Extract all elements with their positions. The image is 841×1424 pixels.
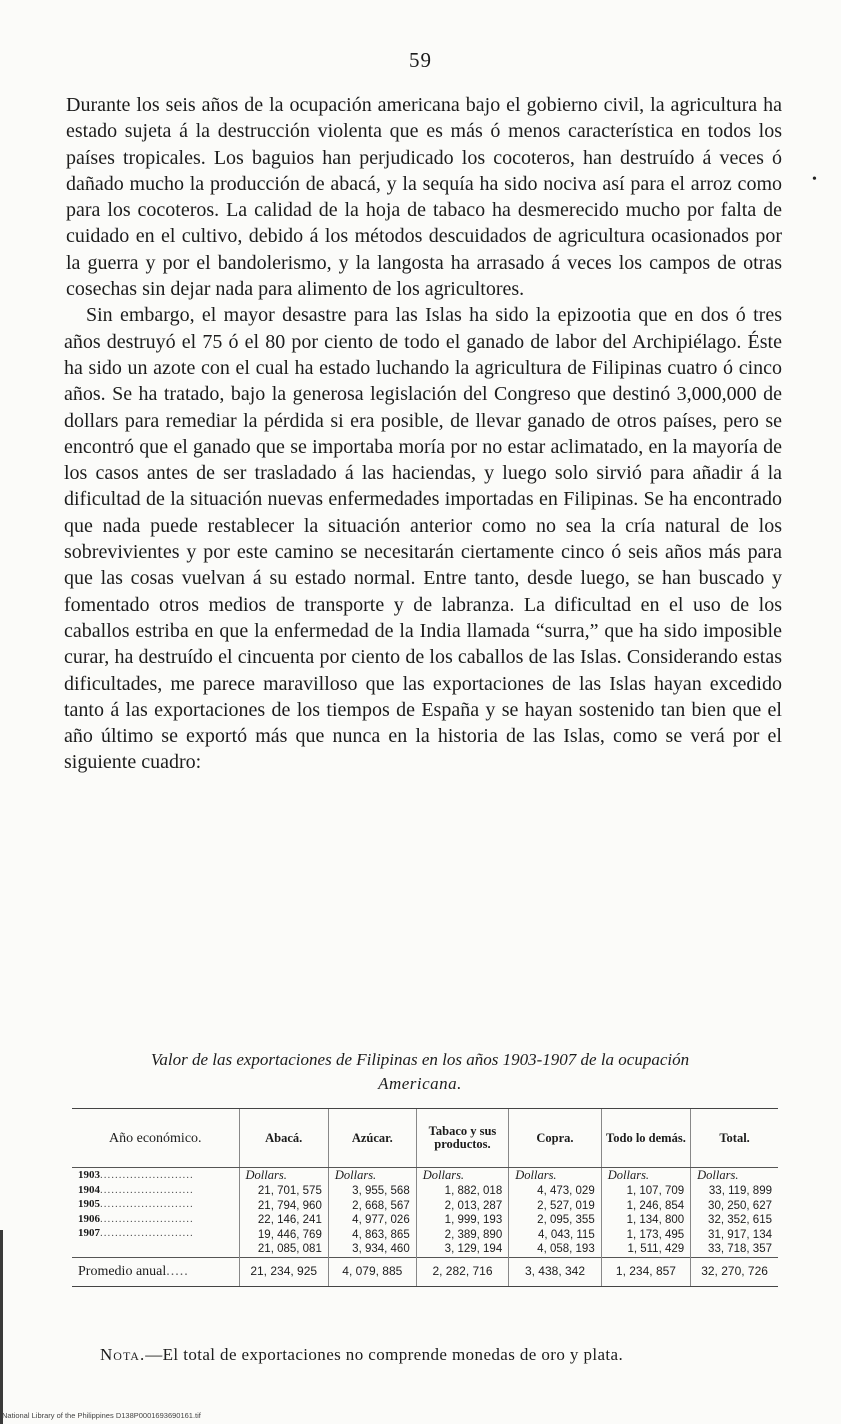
table-cell: 4, 058, 193 bbox=[537, 1243, 595, 1256]
caption-line-1: Valor de las exportaciones de Filipinas en los años 1903-1907 de la ocupación bbox=[150, 1050, 690, 1069]
average-todo-lo-demas: 1, 234, 857 bbox=[601, 1257, 690, 1286]
table-cell: 1, 134, 800 bbox=[626, 1214, 685, 1227]
page-number: 59 bbox=[409, 48, 432, 72]
header-azucar: Azúcar. bbox=[328, 1109, 416, 1168]
col-abaca bbox=[239, 1168, 328, 1258]
paragraph-2: Sin embargo, el mayor desastre para las Islas ha sido la epizootia que en dos ó tres años destruyó el 75 ó el 80 por ciento de todo el ganado de labor del Archipiélago. Éste ha sido un azote con el cual ha estado luchando la agricultura de Filipinas cuatro ó cinco años. Se ha tratado, bajo la generosa legislación del Congreso que destinó 3,000,000 de dollars para remediar la pérdida si era posible, de llevar ganado de otros países, pero se encontró que el ganado que se importaba moría por no estar aclimatado, en la mayoría de los casos antes de ser trasladado á las haciendas, y luego solo sirvió para añadir á la dificultad de la situación nuevas enfermedades importadas en Filipinas. Se ha encontrado que nada puede restablecer la situación anterior como no sea la cría natural de los sobrevivientes y por este camino se necesitarán ciertamente cinco ó seis años más para que las cosas vuelvan á su estado normal. Entre tanto, desde luego, se han buscado y fomentado otros medios de transporte y de labranza. La dificultad en el uso de los caballos estriba en que la enfermedad de la India llamada “surra,” que ha sido imposible curar, ha destruído el cincuenta por ciento de los caballos de las Islas. Considerando estas dificultades, me parece maravilloso que las exportaciones de las Islas hayan excedido tanto á las exportaciones de los tiempos de España y se hayan sostenido tan bien que el año último se exportó más que nunca en la historia de las Islas, como se verá por el siguiente cuadro: bbox=[64, 304, 782, 774]
table-cell: 4, 043, 115 bbox=[538, 1228, 595, 1241]
col-total bbox=[691, 1168, 778, 1258]
unit-label: Dollars. bbox=[334, 1168, 377, 1182]
col-copra bbox=[509, 1168, 602, 1258]
table-cell: 1, 511, 429 bbox=[627, 1243, 685, 1256]
unit-label: Dollars. bbox=[422, 1168, 465, 1182]
table-cell: 32, 352, 615 bbox=[708, 1214, 772, 1227]
average-label-cell bbox=[72, 1257, 239, 1286]
table-cell: 1, 246, 854 bbox=[626, 1199, 685, 1212]
table-cell: 1, 173, 495 bbox=[626, 1228, 685, 1241]
caption-line-2: Americana. bbox=[378, 1074, 462, 1093]
unit-label: Dollars. bbox=[607, 1168, 650, 1182]
year-label: 1906......................... bbox=[78, 1212, 194, 1225]
footnote-label: Nota. bbox=[100, 1345, 146, 1364]
table-cell: 22, 146, 241 bbox=[257, 1214, 322, 1227]
table-cell: 31, 917, 134 bbox=[708, 1228, 772, 1241]
average-abaca: 21, 234, 925 bbox=[239, 1257, 328, 1286]
table-cell: 2, 527, 019 bbox=[537, 1199, 595, 1212]
year-leader: ......................... bbox=[100, 1169, 194, 1181]
col-azucar bbox=[328, 1168, 416, 1258]
average-copra: 3, 438, 342 bbox=[509, 1257, 602, 1286]
year-label: 1907......................... bbox=[78, 1227, 194, 1240]
year-label: 1905......................... bbox=[78, 1198, 194, 1211]
table-cell: 30, 250, 627 bbox=[708, 1199, 772, 1212]
year-label: 1903......................... bbox=[78, 1169, 194, 1181]
header-total: Total. bbox=[691, 1109, 778, 1168]
footnote bbox=[100, 1345, 760, 1365]
paragraph-1: Durante los seis años de la ocupación americana bajo el gobierno civil, la agricultura ha estado sujeta á la destrucción violenta que es más ó menos característica en todos los países tropicales. Los baguios han perjudicado los cocoteros, han destruído á veces ó dañado mucho la producción de abacá, y la sequía ha sido nociva así para el arroz como para los cocoteros. La calidad de la hoja de tabaco ha desmerecido mucho por falta de cuidado en el cultivo, debido á los métodos descuidados de agricultura ocasionados por la guerra y por el bandolerismo, y la langosta ha arrasado á veces los campos de otras cosechas sin dejar nada para alimento de los agricultores. bbox=[66, 94, 782, 301]
table-data-row bbox=[72, 1168, 778, 1258]
table-header-row bbox=[72, 1109, 778, 1168]
table-cell: 3, 955, 568 bbox=[352, 1185, 410, 1197]
table-cell: 1, 107, 709 bbox=[626, 1185, 685, 1197]
unit-label: Dollars. bbox=[697, 1168, 739, 1182]
year-leader: ......................... bbox=[100, 1227, 194, 1240]
table-cell: 1, 999, 193 bbox=[444, 1214, 503, 1227]
average-tabaco: 2, 282, 716 bbox=[416, 1257, 509, 1286]
table-cell: 3, 129, 194 bbox=[444, 1243, 503, 1256]
header-copra: Copra. bbox=[509, 1109, 602, 1168]
table-cell: 33, 718, 357 bbox=[708, 1243, 772, 1256]
average-total: 32, 270, 726 bbox=[691, 1257, 778, 1286]
unit-label: Dollars. bbox=[245, 1168, 287, 1182]
table-caption bbox=[90, 1048, 750, 1096]
years-cell bbox=[72, 1168, 239, 1258]
average-row bbox=[72, 1257, 778, 1286]
unit-label: Dollars. bbox=[515, 1168, 557, 1182]
table-cell: 4, 863, 865 bbox=[352, 1228, 410, 1241]
average-leader: ..... bbox=[166, 1263, 189, 1279]
footnote-text: —El total de exportaciones no comprende monedas de oro y plata. bbox=[145, 1345, 624, 1364]
scan-footer: National Library of the Philippines D138P0001693690161.tif bbox=[2, 1411, 201, 1420]
margin-dot: • bbox=[812, 172, 817, 187]
table-cell: 1, 882, 018 bbox=[444, 1185, 503, 1197]
table-cell: 19, 446, 769 bbox=[257, 1228, 322, 1241]
table-cell: 2, 013, 287 bbox=[444, 1199, 503, 1212]
year-leader: ......................... bbox=[100, 1212, 194, 1225]
table-cell: 33, 119, 899 bbox=[708, 1185, 772, 1197]
table-cell: 4, 473, 029 bbox=[537, 1185, 595, 1197]
col-todo-lo-demas bbox=[601, 1168, 690, 1258]
table-cell: 21, 085, 081 bbox=[257, 1243, 322, 1256]
table-cell: 4, 977, 026 bbox=[352, 1214, 410, 1227]
header-tabaco: Tabaco y sus productos. bbox=[416, 1109, 509, 1168]
average-azucar: 4, 079, 885 bbox=[328, 1257, 416, 1286]
header-year: Año económico. bbox=[72, 1109, 239, 1168]
year-leader: ......................... bbox=[100, 1183, 194, 1196]
table-cell: 2, 389, 890 bbox=[444, 1228, 503, 1241]
body-text bbox=[64, 92, 782, 776]
average-label: Promedio anual bbox=[78, 1263, 167, 1279]
col-tabaco bbox=[416, 1168, 509, 1258]
table-cell: 2, 668, 567 bbox=[352, 1199, 410, 1212]
table-cell: 21, 794, 960 bbox=[257, 1199, 322, 1212]
scan-edge-mark bbox=[0, 1230, 3, 1424]
year-label: 1904......................... bbox=[78, 1183, 194, 1196]
table-cell: 3, 934, 460 bbox=[352, 1243, 410, 1256]
header-todo-lo-demas: Todo lo demás. bbox=[601, 1109, 690, 1168]
table-cell: 21, 701, 575 bbox=[257, 1185, 322, 1197]
exports-table bbox=[72, 1108, 778, 1287]
table-cell: 2, 095, 355 bbox=[537, 1214, 595, 1227]
year-leader: ......................... bbox=[100, 1198, 194, 1211]
header-abaca: Abacá. bbox=[239, 1109, 328, 1168]
